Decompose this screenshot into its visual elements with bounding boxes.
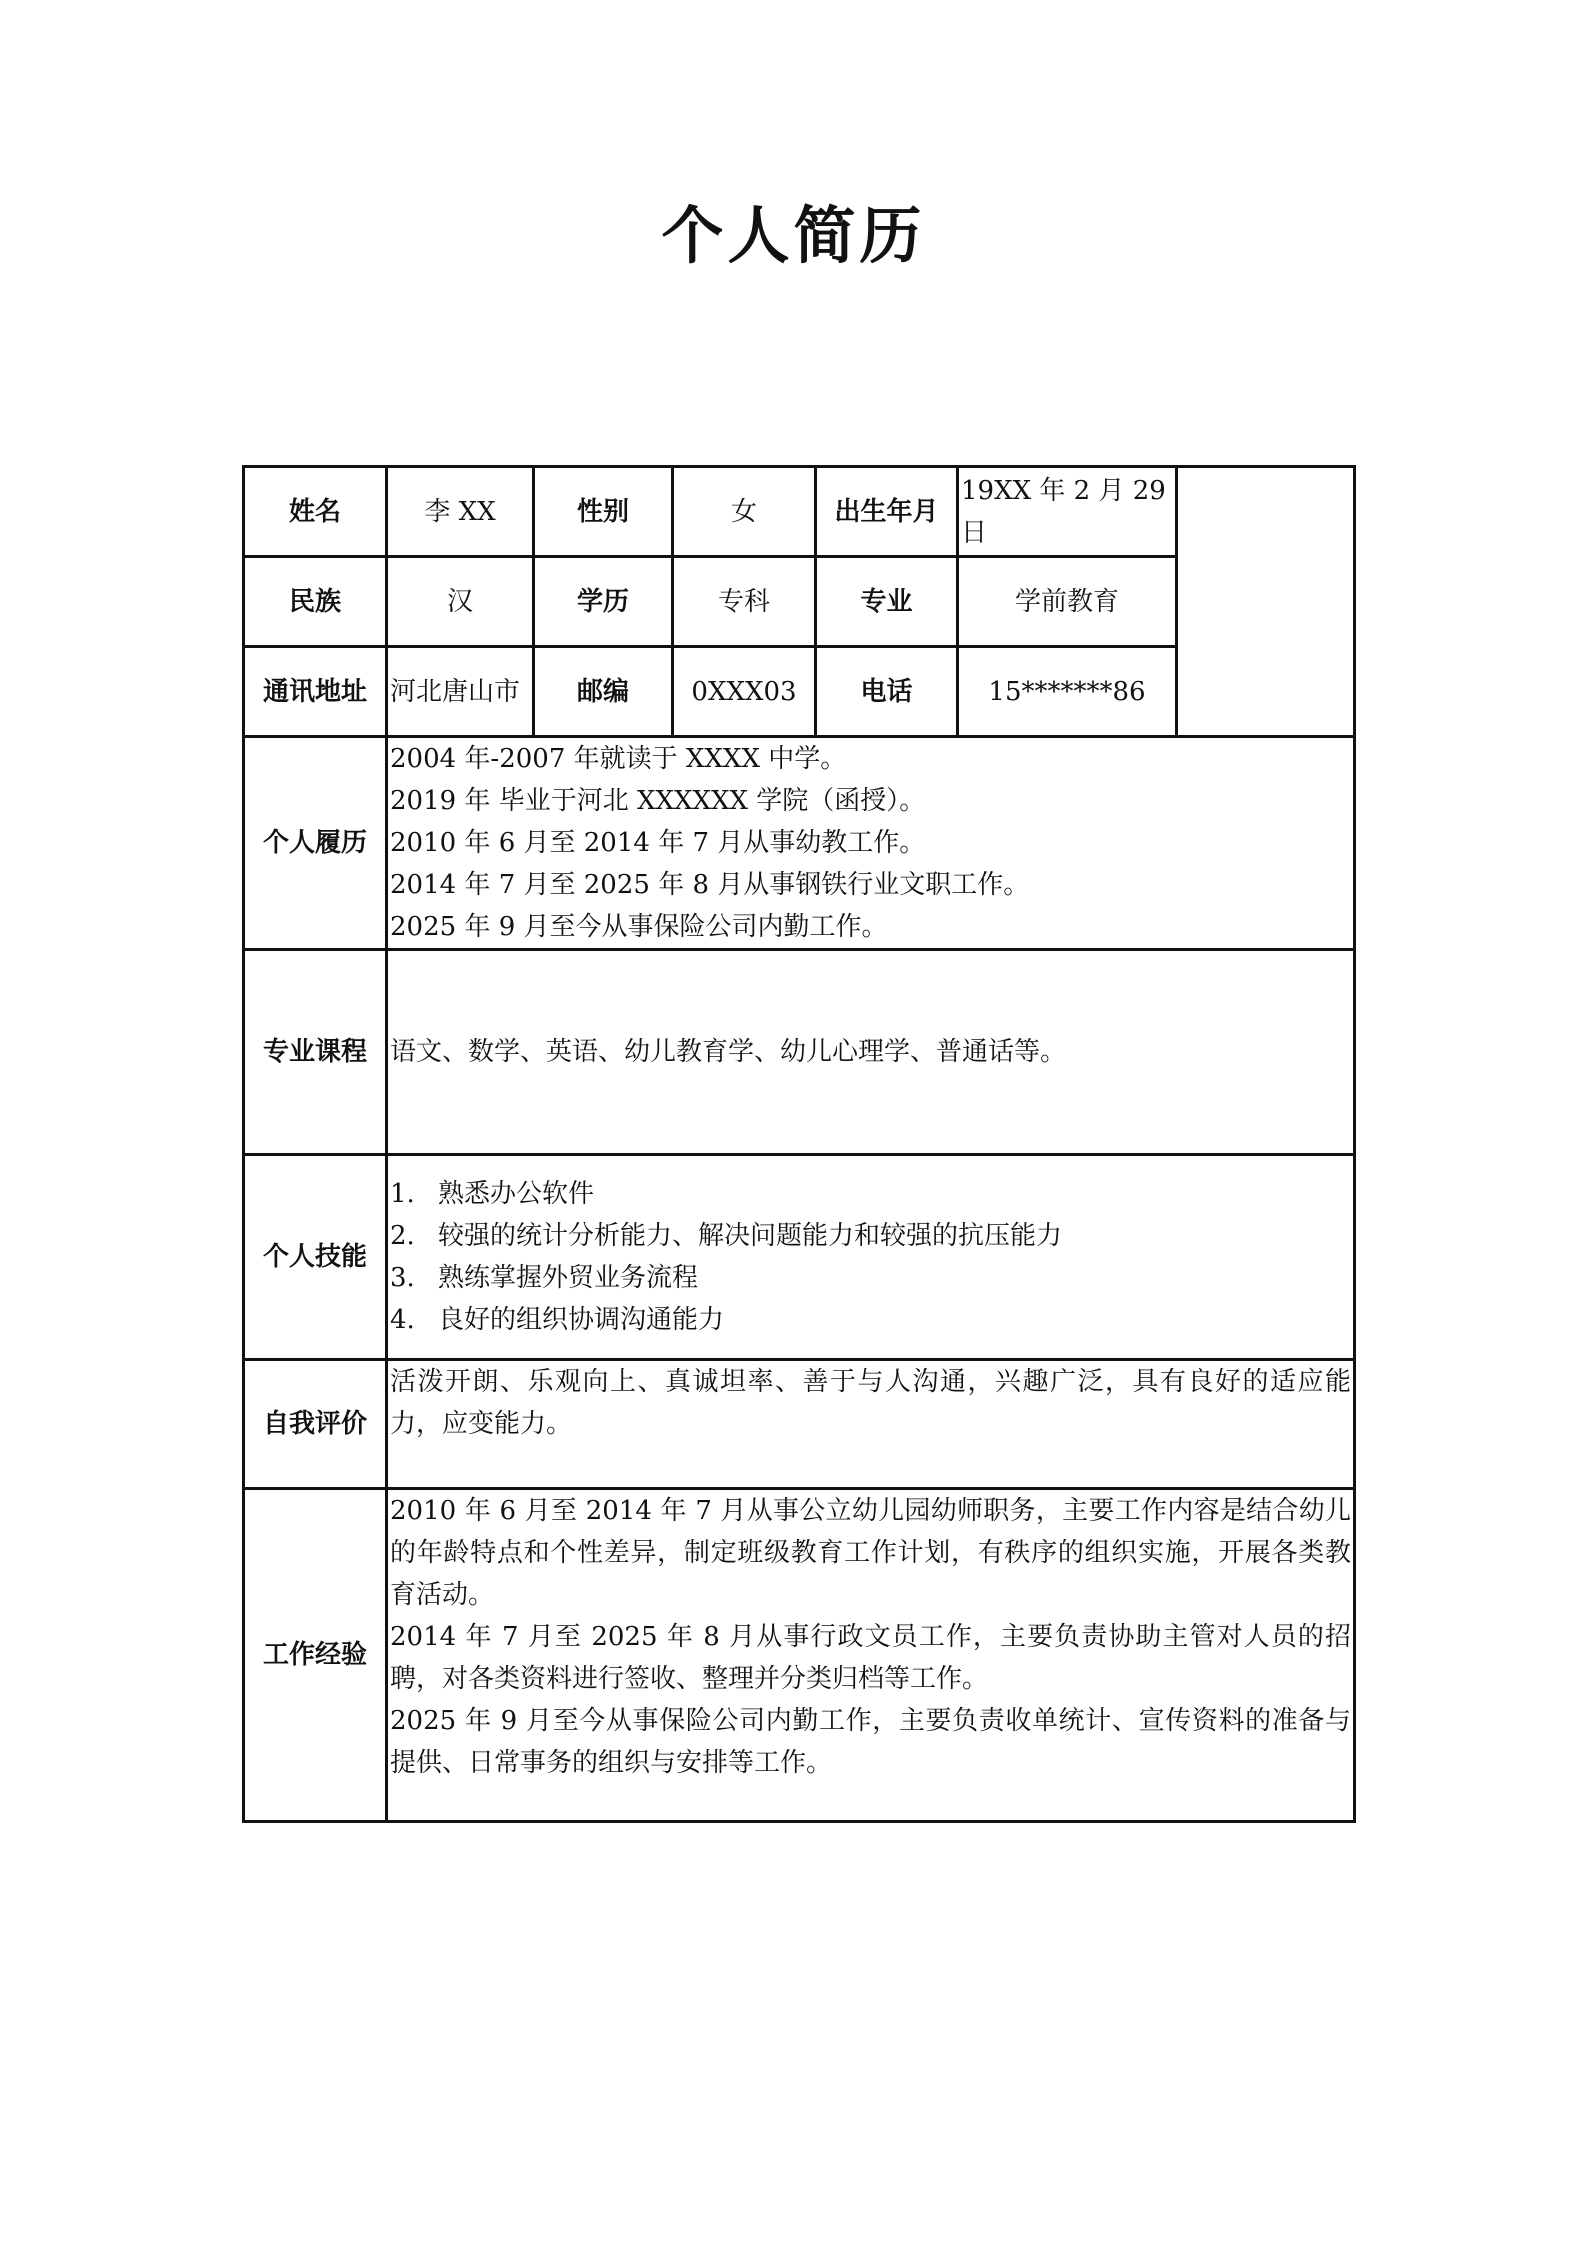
skill-item: [390, 1299, 1351, 1341]
resume-table: [242, 465, 1356, 1823]
birth-value: 19XX 年 2 月 29 日: [958, 467, 1177, 557]
skill-number: 2.: [390, 1221, 415, 1251]
ethnicity-value: 汉: [387, 557, 534, 647]
skill-number: 4.: [390, 1305, 415, 1335]
skill-number: 1.: [390, 1179, 415, 1209]
page-title: 个人简历: [661, 199, 926, 272]
row-name: [244, 467, 1355, 557]
skill-item: [390, 1215, 1351, 1257]
self-eval-content: [387, 1360, 1355, 1489]
ethnicity-label: 民族: [244, 557, 387, 647]
work-paragraph: 2014 年 7 月至 2025 年 8 月从事行政文员工作，主要负责协助主管对人员的招聘，对各类资料进行签收、整理并分类归档等工作。: [390, 1622, 1351, 1694]
work-label: 工作经验: [244, 1489, 387, 1822]
postcode-value: 0XXX03: [673, 647, 816, 737]
skill-text: 熟悉办公软件: [438, 1179, 595, 1209]
courses-content: [387, 950, 1355, 1155]
skill-text: 较强的统计分析能力、解决问题能力和较强的抗压能力: [438, 1221, 1063, 1251]
phone-value: 15*******86: [958, 647, 1177, 737]
skill-number: 3.: [390, 1263, 415, 1293]
education-label: 学历: [534, 557, 673, 647]
photo-cell: [1177, 467, 1355, 737]
history-line: 2014 年 7 月至 2025 年 8 月从事钢铁行业文职工作。: [390, 870, 1030, 900]
history-line: 2019 年 毕业于河北 XXXXXX 学院（函授）。: [390, 786, 926, 816]
gender-label: 性别: [534, 467, 673, 557]
work-content: [387, 1489, 1355, 1822]
postcode-label: 邮编: [534, 647, 673, 737]
gender-value: 女: [673, 467, 816, 557]
skill-text: 熟练掌握外贸业务流程: [438, 1263, 699, 1293]
history-line: 2010 年 6 月至 2014 年 7 月从事幼教工作。: [390, 828, 926, 858]
address-label: 通讯地址: [244, 647, 387, 737]
major-label: 专业: [816, 557, 958, 647]
skill-text: 良好的组织协调沟通能力: [438, 1305, 725, 1335]
skill-item: [390, 1257, 1351, 1299]
row-self-eval: [244, 1360, 1355, 1489]
self-eval-text: 活泼开朗、乐观向上、真诚坦率、善于与人沟通，兴趣广泛，具有良好的适应能力，应变能力。: [390, 1367, 1351, 1439]
history-line: 2004 年-2007 年就读于 XXXX 中学。: [390, 744, 847, 774]
phone-label: 电话: [816, 647, 958, 737]
major-value: 学前教育: [958, 557, 1177, 647]
row-skills: [244, 1155, 1355, 1360]
name-label: 姓名: [244, 467, 387, 557]
work-paragraph: 2010 年 6 月至 2014 年 7 月从事公立幼儿园幼师职务，主要工作内容是结合幼儿的年龄特点和个性差异，制定班级教育工作计划，有秩序的组织实施，开展各类教育活动。: [390, 1496, 1351, 1610]
history-content: [387, 737, 1355, 950]
row-courses: [244, 950, 1355, 1155]
education-value: 专科: [673, 557, 816, 647]
name-value: 李 XX: [387, 467, 534, 557]
row-history: [244, 737, 1355, 950]
address-value: 河北唐山市: [387, 647, 534, 737]
history-label: 个人履历: [244, 737, 387, 950]
birth-label: 出生年月: [816, 467, 958, 557]
courses-text: 语文、数学、英语、幼儿教育学、幼儿心理学、普通话等。: [390, 1037, 1067, 1067]
courses-label: 专业课程: [244, 950, 387, 1155]
skill-item: [390, 1173, 1351, 1215]
history-line: 2025 年 9 月至今从事保险公司内勤工作。: [390, 912, 888, 942]
skills-label: 个人技能: [244, 1155, 387, 1360]
self-eval-label: 自我评价: [244, 1360, 387, 1489]
work-paragraph: 2025 年 9 月至今从事保险公司内勤工作，主要负责收单统计、宣传资料的准备与提供、日常事务的组织与安排等工作。: [390, 1706, 1351, 1778]
row-work: [244, 1489, 1355, 1822]
skills-content: [387, 1155, 1355, 1360]
